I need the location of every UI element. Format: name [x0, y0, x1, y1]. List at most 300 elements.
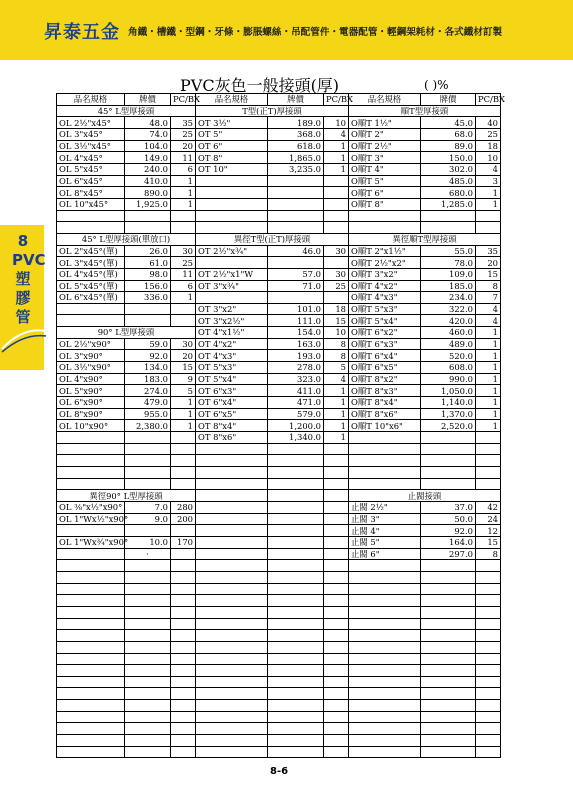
table-cell: [421, 630, 476, 642]
table-cell: [268, 746, 324, 758]
table-cell: 1: [476, 397, 501, 409]
table-cell: 4: [476, 315, 501, 327]
table-cell: 5: [171, 385, 196, 397]
section-heading: 順T型厚接頭: [349, 105, 501, 117]
table-cell: 154.0: [268, 327, 324, 339]
table-cell: [57, 595, 125, 607]
table-cell: OT 6"x4": [196, 397, 268, 409]
table-cell: 1: [476, 385, 501, 397]
table-cell: [268, 478, 324, 490]
table-row: [57, 268, 501, 280]
table-row: [57, 711, 501, 723]
table-cell: [476, 583, 501, 595]
table-cell: 18: [324, 303, 349, 315]
table-cell: 368.0: [268, 128, 324, 140]
table-row: [57, 175, 501, 187]
table-cell: [349, 210, 421, 222]
table-cell: 1: [476, 338, 501, 350]
table-cell: 1,050.0: [421, 385, 476, 397]
table-cell: [125, 303, 171, 315]
table-row: [57, 245, 501, 257]
page-title: PVC灰色一般接頭(厚): [180, 76, 340, 95]
table-cell: 8: [476, 548, 501, 560]
table-row: [57, 735, 501, 747]
table-cell: [324, 536, 349, 548]
table-cell: [324, 478, 349, 490]
table-cell: [125, 746, 171, 758]
table-cell: [324, 175, 349, 187]
table-cell: [349, 700, 421, 712]
table-cell: [324, 187, 349, 199]
table-row: [57, 338, 501, 350]
table-cell: 25: [324, 280, 349, 292]
table-cell: 3: [476, 175, 501, 187]
table-cell: OT 5": [196, 128, 268, 140]
table-cell: [57, 303, 125, 315]
table-cell: [171, 443, 196, 455]
table-cell: 78.0: [421, 257, 476, 269]
table-cell: 2,380.0: [125, 420, 171, 432]
table-cell: [268, 653, 324, 665]
table-cell: 50.0: [421, 513, 476, 525]
table-cell: O順T 2½": [349, 140, 421, 152]
table-cell: [476, 222, 501, 234]
table-cell: OL 10"x45°: [57, 198, 125, 210]
table-cell: [324, 735, 349, 747]
table-cell: 92.0: [125, 350, 171, 362]
table-cell: OT 2½"x¾": [196, 245, 268, 257]
table-cell: OL 4"x45°: [57, 152, 125, 164]
column-header: 品名規格: [196, 94, 268, 106]
table-cell: 608.0: [421, 362, 476, 374]
table-cell: [268, 723, 324, 735]
table-row: [57, 641, 501, 653]
table-cell: 37.0: [421, 501, 476, 513]
table-cell: 274.0: [125, 385, 171, 397]
table-row: [57, 198, 501, 210]
table-cell: [268, 536, 324, 548]
table-cell: [421, 641, 476, 653]
table-cell: 1,865.0: [268, 152, 324, 164]
table-cell: 98.0: [125, 268, 171, 280]
table-cell: [421, 676, 476, 688]
table-row: [57, 408, 501, 420]
table-row: [57, 362, 501, 374]
table-row: [57, 536, 501, 548]
table-cell: [476, 676, 501, 688]
table-cell: [171, 641, 196, 653]
table-cell: OT 5"x3": [196, 362, 268, 374]
table-cell: [268, 630, 324, 642]
table-cell: [349, 630, 421, 642]
table-cell: OT 3"x2": [196, 303, 268, 315]
table-cell: 1: [171, 175, 196, 187]
table-cell: [349, 641, 421, 653]
table-cell: OL 2"x45°(單): [57, 245, 125, 257]
table-cell: [171, 467, 196, 479]
table-cell: 322.0: [421, 303, 476, 315]
table-cell: [268, 700, 324, 712]
table-cell: 25: [171, 128, 196, 140]
table-cell: 1: [171, 408, 196, 420]
table-cell: [268, 735, 324, 747]
table-cell: [171, 583, 196, 595]
table-cell: [196, 618, 268, 630]
table-cell: [324, 198, 349, 210]
table-cell: [476, 641, 501, 653]
table-cell: [196, 630, 268, 642]
table-cell: O順T 4": [349, 163, 421, 175]
table-cell: [171, 432, 196, 444]
table-cell: OT 8"x6": [196, 432, 268, 444]
table-cell: 460.0: [421, 327, 476, 339]
table-cell: [171, 630, 196, 642]
table-cell: [476, 688, 501, 700]
table-cell: [57, 723, 125, 735]
table-row: [57, 140, 501, 152]
table-cell: 1: [324, 140, 349, 152]
table-cell: 479.0: [125, 397, 171, 409]
table-row: [57, 117, 501, 129]
table-cell: [196, 455, 268, 467]
table-cell: 297.0: [421, 548, 476, 560]
column-header: 牌價: [268, 94, 324, 106]
table-cell: OL 5"x45°(單): [57, 280, 125, 292]
table-cell: [421, 432, 476, 444]
table-cell: [421, 746, 476, 758]
table-cell: [196, 595, 268, 607]
table-cell: [196, 571, 268, 583]
table-cell: [476, 478, 501, 490]
table-row: [57, 303, 501, 315]
table-cell: 164.0: [421, 536, 476, 548]
table-cell: 485.0: [421, 175, 476, 187]
table-row: [57, 676, 501, 688]
table-cell: 30: [324, 245, 349, 257]
table-cell: [196, 292, 268, 304]
table-cell: 240.0: [125, 163, 171, 175]
table-cell: [349, 571, 421, 583]
table-row: [57, 210, 501, 222]
table-cell: [125, 723, 171, 735]
table-cell: 止閥 2½": [349, 501, 421, 513]
table-cell: [421, 595, 476, 607]
table-cell: [324, 723, 349, 735]
table-cell: [57, 641, 125, 653]
table-cell: [57, 618, 125, 630]
table-cell: [476, 665, 501, 677]
table-cell: 89.0: [421, 140, 476, 152]
table-cell: [349, 618, 421, 630]
table-cell: OT 6"x5": [196, 408, 268, 420]
table-cell: [196, 443, 268, 455]
table-row: [57, 653, 501, 665]
table-cell: [268, 571, 324, 583]
table-cell: 7: [476, 292, 501, 304]
table-cell: [349, 583, 421, 595]
table-cell: [476, 653, 501, 665]
table-cell: 680.0: [421, 187, 476, 199]
table-row: [57, 688, 501, 700]
table-cell: [476, 746, 501, 758]
table-cell: [196, 210, 268, 222]
table-cell: O順T 6"x3": [349, 338, 421, 350]
table-cell: 止閥 4": [349, 525, 421, 537]
table-cell: [196, 198, 268, 210]
table-cell: 183.0: [125, 373, 171, 385]
table-cell: [196, 467, 268, 479]
section-heading: 45° L型厚接頭: [57, 105, 196, 117]
table-cell: [349, 478, 421, 490]
section-heading: 止閥接頭: [349, 490, 501, 502]
table-cell: [125, 653, 171, 665]
table-cell: [268, 606, 324, 618]
table-cell: [421, 455, 476, 467]
table-cell: 42: [476, 501, 501, 513]
table-cell: [57, 548, 125, 560]
table-cell: 12: [476, 525, 501, 537]
table-row: [57, 233, 501, 245]
table-cell: [421, 723, 476, 735]
table-cell: [57, 560, 125, 572]
table-cell: [421, 571, 476, 583]
table-cell: [268, 501, 324, 513]
table-cell: [196, 676, 268, 688]
table-cell: 134.0: [125, 362, 171, 374]
table-cell: [421, 467, 476, 479]
table-cell: 1: [324, 163, 349, 175]
table-cell: [171, 653, 196, 665]
table-cell: [125, 630, 171, 642]
column-header: PC/BX: [324, 94, 349, 106]
table-cell: [476, 571, 501, 583]
table-cell: [421, 700, 476, 712]
table-cell: OL 2½"x90°: [57, 338, 125, 350]
page-number: 8-6: [270, 766, 289, 777]
table-row: [57, 513, 501, 525]
table-cell: [196, 688, 268, 700]
table-cell: OL 4"x90°: [57, 373, 125, 385]
table-cell: [421, 210, 476, 222]
table-cell: 5: [324, 362, 349, 374]
table-cell: [196, 723, 268, 735]
table-cell: [268, 525, 324, 537]
table-cell: [268, 210, 324, 222]
table-cell: 1: [476, 198, 501, 210]
table-cell: OT 3½": [196, 117, 268, 129]
table-cell: [268, 688, 324, 700]
table-cell: 1: [476, 350, 501, 362]
table-cell: 35: [171, 117, 196, 129]
table-cell: OL 3"x45°(單): [57, 257, 125, 269]
table-row: [57, 700, 501, 712]
table-cell: [125, 525, 171, 537]
table-cell: [125, 478, 171, 490]
table-cell: [196, 700, 268, 712]
table-cell: 1: [324, 152, 349, 164]
table-cell: [324, 548, 349, 560]
table-cell: [476, 711, 501, 723]
table-cell: [268, 583, 324, 595]
table-row: [57, 560, 501, 572]
table-cell: 4: [476, 303, 501, 315]
section-heading: T型(正T)厚接頭: [196, 105, 349, 117]
table-cell: [171, 688, 196, 700]
table-cell: [476, 560, 501, 572]
table-cell: O順T 10"x6": [349, 420, 421, 432]
table-cell: OT 4"x2": [196, 338, 268, 350]
table-cell: 1: [476, 327, 501, 339]
table-cell: 8: [324, 350, 349, 362]
table-cell: 止閥 3": [349, 513, 421, 525]
table-cell: 71.0: [268, 280, 324, 292]
table-cell: 11: [171, 152, 196, 164]
section-heading: 異徑順T型厚接頭: [349, 233, 501, 245]
table-cell: [421, 606, 476, 618]
table-row: [57, 163, 501, 175]
table-row: [57, 443, 501, 455]
table-cell: OL 1"Wx¾"x90°: [57, 536, 125, 548]
table-cell: [57, 210, 125, 222]
table-cell: 26.0: [125, 245, 171, 257]
table-cell: [268, 618, 324, 630]
table-cell: O順T 6"x5": [349, 362, 421, 374]
table-cell: 193.0: [268, 350, 324, 362]
table-cell: [196, 175, 268, 187]
table-cell: 410.0: [125, 175, 171, 187]
table-cell: [476, 700, 501, 712]
table-cell: [125, 560, 171, 572]
table-cell: [57, 443, 125, 455]
table-cell: [324, 606, 349, 618]
table-cell: [349, 746, 421, 758]
table-cell: [125, 676, 171, 688]
table-cell: 111.0: [268, 315, 324, 327]
table-cell: [171, 222, 196, 234]
table-cell: [268, 467, 324, 479]
table-row: [57, 105, 501, 117]
table-cell: [196, 490, 268, 502]
table-cell: [324, 443, 349, 455]
table-cell: OT 3"x2½": [196, 315, 268, 327]
table-cell: OT 4"x1½": [196, 327, 268, 339]
table-cell: [171, 560, 196, 572]
table-cell: 1: [476, 373, 501, 385]
table-cell: 止閥 6": [349, 548, 421, 560]
table-cell: O順T 6": [349, 187, 421, 199]
table-cell: 8: [476, 280, 501, 292]
table-cell: 20: [476, 257, 501, 269]
table-cell: [349, 676, 421, 688]
table-cell: [57, 583, 125, 595]
table-header-row: [57, 94, 501, 106]
table-cell: [324, 711, 349, 723]
table-row: [57, 478, 501, 490]
table-cell: [125, 618, 171, 630]
table-cell: 280: [171, 501, 196, 513]
table-cell: 150.0: [421, 152, 476, 164]
table-cell: [196, 525, 268, 537]
table-cell: [268, 676, 324, 688]
section-heading: 45° L型厚接頭(單放口): [57, 233, 196, 245]
table-cell: [476, 723, 501, 735]
table-cell: 45.0: [421, 117, 476, 129]
table-cell: [268, 711, 324, 723]
table-cell: 302.0: [421, 163, 476, 175]
swoosh-decoration-icon: [0, 323, 48, 353]
table-row: [57, 315, 501, 327]
table-row: [57, 501, 501, 513]
table-row: [57, 723, 501, 735]
table-cell: [171, 210, 196, 222]
table-cell: [125, 443, 171, 455]
table-cell: O順T 8"x4": [349, 397, 421, 409]
table-cell: 149.0: [125, 152, 171, 164]
table-cell: [57, 653, 125, 665]
table-cell: [476, 432, 501, 444]
table-cell: 35: [476, 245, 501, 257]
table-row: [57, 583, 501, 595]
table-row: [57, 292, 501, 304]
table-cell: OL 6"x45°(單): [57, 292, 125, 304]
table-cell: 30: [324, 268, 349, 280]
table-cell: [324, 257, 349, 269]
table-cell: 1: [171, 187, 196, 199]
table-cell: 7.0: [125, 501, 171, 513]
table-cell: [57, 665, 125, 677]
table-cell: [324, 746, 349, 758]
table-cell: 1,340.0: [268, 432, 324, 444]
table-cell: O順T 5"x3": [349, 303, 421, 315]
discount-field: ( )%: [424, 78, 449, 92]
table-cell: 156.0: [125, 280, 171, 292]
table-row: [57, 606, 501, 618]
table-cell: OL 4"x45°(單): [57, 268, 125, 280]
table-cell: 4: [324, 373, 349, 385]
table-cell: [324, 571, 349, 583]
table-cell: [268, 257, 324, 269]
table-cell: [57, 606, 125, 618]
table-cell: [57, 455, 125, 467]
table-cell: 1: [476, 187, 501, 199]
table-cell: [125, 665, 171, 677]
table-cell: [171, 735, 196, 747]
table-cell: [349, 735, 421, 747]
table-cell: [196, 187, 268, 199]
table-cell: OT 4"x3": [196, 350, 268, 362]
table-cell: [324, 653, 349, 665]
table-row: [57, 257, 501, 269]
table-cell: 1,925.0: [125, 198, 171, 210]
table-cell: O順T 4"x2": [349, 280, 421, 292]
table-cell: OL 3"x90°: [57, 350, 125, 362]
table-cell: [125, 595, 171, 607]
table-cell: [349, 723, 421, 735]
table-cell: 411.0: [268, 385, 324, 397]
table-row: [57, 630, 501, 642]
table-cell: 101.0: [268, 303, 324, 315]
table-cell: 10: [324, 117, 349, 129]
table-cell: [171, 548, 196, 560]
table-cell: [421, 560, 476, 572]
table-cell: 1: [324, 397, 349, 409]
table-cell: OL 3½"x90°: [57, 362, 125, 374]
brand-name: 昇泰五金: [44, 22, 120, 43]
table-cell: [421, 583, 476, 595]
table-cell: [125, 583, 171, 595]
column-header: 品名規格: [349, 94, 421, 106]
table-cell: [324, 210, 349, 222]
